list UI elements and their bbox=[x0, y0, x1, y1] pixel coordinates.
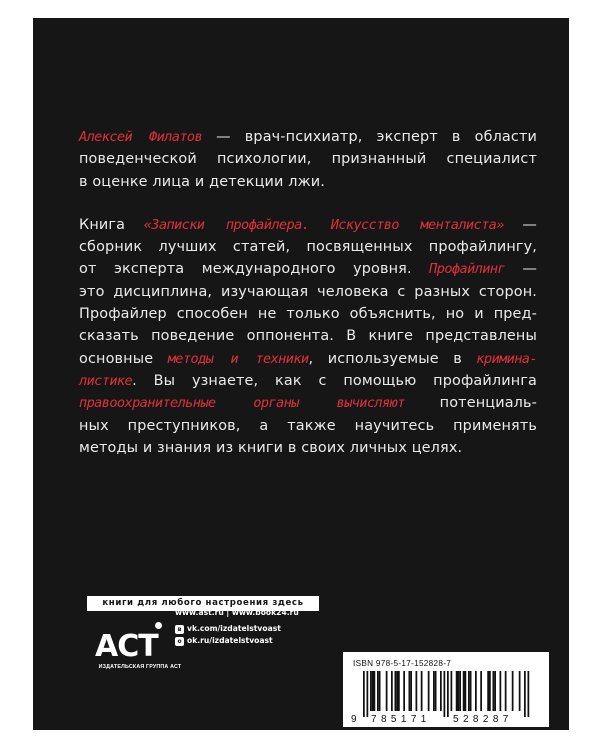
methods-highlight: методы и техники bbox=[167, 350, 309, 367]
isbn-label: ISBN 978-5-17-152828-7 bbox=[353, 659, 452, 668]
barcode-first-digit: 9 bbox=[351, 714, 357, 724]
law-enforcement-highlight: правоохранительные органы вычисляют bbox=[79, 395, 405, 412]
vk-link[interactable]: в vk.com/izdatelstvoast bbox=[175, 624, 281, 634]
barcode-bar bbox=[395, 671, 397, 711]
criminalistics-highlight-start: кримина- bbox=[476, 350, 537, 367]
barcode-bar bbox=[524, 671, 526, 717]
barcode-bar bbox=[505, 671, 507, 711]
barcode-bar bbox=[410, 671, 412, 711]
barcode-bar bbox=[519, 671, 521, 711]
barcode-bar bbox=[440, 671, 442, 711]
barcode-bar bbox=[500, 671, 502, 711]
book-title-highlight: «Записки профайлера. Искусство менталиста» bbox=[143, 216, 504, 233]
barcode-bar bbox=[386, 671, 388, 711]
barcode-bar bbox=[374, 671, 376, 711]
barcode-bar bbox=[363, 671, 365, 717]
barcode-bar bbox=[377, 671, 379, 711]
vk-icon: в bbox=[175, 625, 184, 634]
book-description bbox=[79, 126, 537, 459]
ok-link[interactable]: о ok.ru/izdatelstvoast bbox=[175, 636, 273, 646]
author-paragraph: Алексей Филатов — врач-психиатр, эксперт в области поведенческой психологии, признанный специалист в оценке лица и детекции лжи. bbox=[79, 129, 538, 190]
barcode-bar bbox=[487, 671, 489, 711]
barcode-bar bbox=[475, 671, 477, 711]
isbn-barcode-block bbox=[343, 652, 549, 727]
barcode-bar bbox=[403, 671, 405, 711]
barcode-bar bbox=[480, 671, 482, 711]
barcode-bar bbox=[447, 671, 449, 717]
barcode-bar bbox=[489, 671, 491, 711]
barcode-bar bbox=[456, 671, 458, 711]
barcode-bar bbox=[396, 671, 398, 711]
barcode-bar bbox=[465, 671, 467, 711]
barcode-bar bbox=[416, 671, 418, 711]
barcode-bar bbox=[398, 671, 400, 711]
barcode-bar bbox=[528, 671, 530, 717]
barcode-bar bbox=[458, 671, 460, 711]
barcode-bar bbox=[494, 671, 496, 711]
barcode-bar bbox=[468, 671, 470, 711]
book-back-cover bbox=[33, 18, 569, 730]
ast-logo bbox=[95, 620, 173, 664]
barcode-bar bbox=[493, 671, 495, 711]
barcode-bar bbox=[470, 671, 472, 711]
barcode-bar bbox=[372, 671, 374, 711]
barcode-bar bbox=[367, 671, 369, 717]
profiling-highlight: Профайлинг bbox=[429, 261, 506, 278]
barcode-right-digits: 528287 bbox=[453, 714, 513, 724]
barcode-bar bbox=[433, 671, 435, 711]
barcode-bar bbox=[444, 671, 446, 717]
barcode bbox=[349, 671, 543, 724]
publisher-tagline: книги для любого настроения здесь bbox=[87, 596, 319, 611]
barcode-left-digits: 785171 bbox=[371, 714, 431, 724]
publisher-name: ИЗДАТЕЛЬСКАЯ ГРУППА АСТ bbox=[98, 664, 182, 670]
barcode-bar bbox=[421, 671, 423, 711]
barcode-bar bbox=[391, 671, 393, 711]
website-links[interactable]: www.ast.ru | www.book24.ru bbox=[175, 608, 299, 617]
ast-logo-text: АСТ bbox=[95, 629, 158, 664]
barcode-bar bbox=[379, 671, 381, 711]
barcode-bar bbox=[409, 671, 411, 711]
barcode-bar bbox=[459, 671, 461, 711]
barcode-bar bbox=[435, 671, 437, 711]
barcode-bar bbox=[370, 671, 372, 711]
ok-icon: о bbox=[175, 637, 184, 646]
barcode-bar bbox=[428, 671, 430, 711]
barcode-bar bbox=[463, 671, 465, 711]
barcode-bar bbox=[512, 671, 514, 711]
author-name: Алексей Филатов bbox=[79, 129, 203, 145]
book-summary-paragraph: Книга «Записки профайлера. Искусство менталиста» — сборник лучших статей, посвященных профайлингу, от эксперта международного уровня. Профайлинг — это дисциплина, изучающая человека с разных сторон. Профайлер способен не только объяснить, но и пред- сказать поведение оппонента. В книге представлены основные методы и техники, используемые в кримина- листике. Вы узнаете, как с помощью профайлинга правоохранительные органы вычисляют потенциаль- ных преступников, а также научитесь применять методы и знания из книги в своих личных целях. bbox=[79, 216, 538, 456]
barcode-bar bbox=[451, 671, 453, 711]
criminalistics-highlight-end: листике bbox=[79, 372, 133, 389]
